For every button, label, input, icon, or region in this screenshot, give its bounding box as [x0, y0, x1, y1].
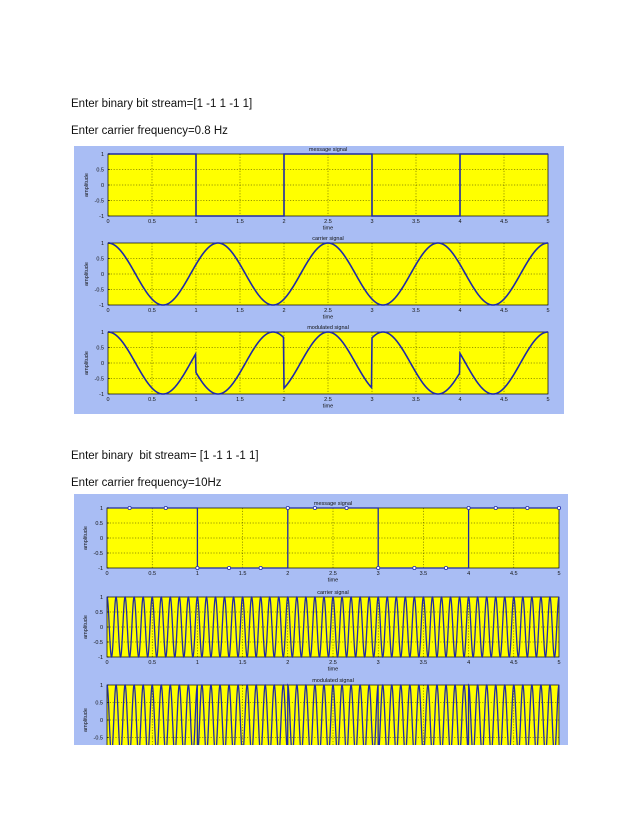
- x-tick-label: 1: [194, 397, 198, 403]
- y-axis-label: amplitude: [84, 351, 90, 375]
- y-tick-label: 1: [99, 506, 103, 512]
- x-tick-label: 3: [370, 397, 374, 403]
- y-axis-label: amplitude: [83, 615, 89, 639]
- x-tick-label: 1.5: [236, 397, 244, 403]
- x-tick-label: 4.5: [500, 219, 508, 225]
- y-tick-label: 1: [100, 152, 104, 158]
- y-tick-label: 0: [100, 183, 104, 189]
- y-tick-label: 0.5: [96, 345, 104, 352]
- y-tick-label: 0: [99, 536, 103, 542]
- x-tick-label: 2.5: [324, 219, 332, 225]
- y-tick-label: -0.5: [93, 551, 103, 557]
- subplot-carrier: [84, 236, 550, 321]
- x-tick-label: 2.5: [329, 660, 337, 666]
- y-tick-label: 0.5: [95, 700, 103, 707]
- x-tick-label: 0: [106, 397, 110, 403]
- x-tick-label: 1.5: [236, 308, 244, 314]
- x-tick-label: 5: [546, 308, 550, 314]
- x-tick-label: 2: [286, 571, 290, 577]
- y-tick-label: 1: [99, 683, 103, 689]
- x-tick-label: 3.5: [419, 571, 428, 577]
- y-axis-label: amplitude: [83, 708, 89, 732]
- sample-marker: [494, 506, 497, 509]
- x-tick-label: 2: [286, 660, 290, 666]
- y-tick-label: -1: [99, 214, 104, 220]
- y-tick-label: 1: [99, 595, 103, 601]
- x-tick-label: 1: [195, 660, 199, 666]
- y-axis-label: amplitude: [84, 173, 90, 197]
- figure-0.8hz-plot: [74, 146, 564, 414]
- x-tick-label: 3.5: [419, 660, 428, 666]
- y-tick-label: 1: [100, 241, 104, 247]
- subplot-message: [84, 147, 550, 232]
- subplot-title: modulated signal: [307, 325, 349, 331]
- x-tick-label: 4: [458, 219, 462, 225]
- sample-marker: [286, 506, 289, 509]
- sample-marker: [128, 506, 131, 509]
- x-tick-label: 4.5: [500, 397, 508, 403]
- x-tick-label: 2.5: [329, 571, 337, 577]
- sample-marker: [444, 566, 447, 569]
- x-tick-label: 0.5: [148, 219, 156, 225]
- sample-marker: [227, 566, 230, 569]
- x-tick-label: 4: [467, 571, 471, 577]
- x-tick-label: 3: [376, 660, 380, 666]
- sample-marker: [526, 506, 529, 509]
- x-tick-label: 5: [546, 397, 550, 403]
- x-tick-label: 2.5: [324, 397, 332, 403]
- sample-marker: [164, 506, 167, 509]
- y-tick-label: -0.5: [94, 287, 104, 294]
- y-tick-label: -0.5: [94, 198, 104, 205]
- text-line-bitstream-2: Enter binary bit stream= [1 -1 1 -1 1]: [71, 450, 259, 462]
- sample-marker: [557, 506, 560, 509]
- subplot-title: message signal: [313, 501, 353, 507]
- y-tick-label: -0.5: [93, 735, 103, 742]
- sample-marker: [413, 566, 416, 569]
- sample-marker: [377, 566, 380, 569]
- x-tick-label: 0: [106, 308, 110, 314]
- sample-marker: [467, 506, 470, 509]
- x-tick-label: 3.5: [412, 308, 420, 314]
- x-tick-label: 0.5: [148, 571, 157, 577]
- x-axis-label: time: [322, 403, 334, 410]
- x-tick-label: 0: [105, 571, 109, 577]
- y-tick-label: -1: [99, 303, 104, 309]
- x-tick-label: 3.5: [412, 397, 420, 403]
- x-tick-label: 0.5: [148, 308, 156, 314]
- y-tick-label: 0: [99, 625, 103, 631]
- y-tick-label: 0: [99, 718, 103, 724]
- x-tick-label: 1: [194, 308, 198, 314]
- x-axis-label: time: [327, 577, 339, 584]
- x-tick-label: 4: [458, 397, 462, 403]
- x-tick-label: 2.5: [324, 308, 332, 314]
- x-tick-label: 3: [370, 219, 374, 225]
- subplot-message: [83, 501, 561, 584]
- x-tick-label: 2: [282, 308, 286, 314]
- x-tick-label: 5: [557, 571, 561, 577]
- x-tick-label: 4.5: [500, 308, 508, 314]
- x-tick-label: 0: [106, 219, 110, 225]
- y-tick-label: -1: [98, 566, 103, 572]
- x-tick-label: 0.5: [148, 660, 157, 666]
- x-tick-label: 3.5: [412, 219, 420, 225]
- y-tick-label: -0.5: [94, 376, 104, 383]
- x-axis-label: time: [322, 314, 334, 321]
- x-tick-label: 1.5: [238, 571, 247, 577]
- sample-marker: [259, 566, 262, 569]
- figure-10hz: [74, 494, 568, 745]
- x-tick-label: 3: [370, 308, 374, 314]
- y-tick-label: 0.5: [95, 610, 103, 616]
- y-tick-label: 0.5: [95, 521, 103, 527]
- subplot-title: carrier signal: [317, 590, 349, 596]
- sample-marker: [196, 566, 199, 569]
- x-tick-label: 4: [458, 308, 462, 314]
- text-line-bitstream-1: Enter binary bit stream=[1 -1 1 -1 1]: [71, 98, 253, 110]
- subplot-title: modulated signal: [312, 678, 354, 684]
- text-line-frequency-2: Enter carrier frequency=10Hz: [71, 477, 222, 489]
- x-tick-label: 4.5: [509, 571, 518, 577]
- x-tick-label: 1: [194, 219, 198, 225]
- x-axis-label: time: [327, 666, 339, 673]
- x-tick-label: 0: [105, 660, 109, 666]
- figure-0.8hz: [74, 146, 564, 414]
- subplot-modulated: [84, 325, 550, 410]
- figure-10hz-plot: [74, 494, 568, 745]
- x-tick-label: 3: [376, 571, 380, 577]
- subplot-modulated: [83, 678, 559, 745]
- x-tick-label: 1: [195, 571, 199, 577]
- x-tick-label: 4.5: [509, 660, 518, 666]
- x-tick-label: 4: [467, 660, 471, 666]
- y-tick-label: -1: [98, 655, 103, 661]
- x-tick-label: 2: [282, 397, 286, 403]
- x-tick-label: 1.5: [238, 660, 247, 666]
- text-line-frequency-1: Enter carrier frequency=0.8 Hz: [71, 125, 228, 137]
- y-tick-label: 0.5: [96, 167, 104, 174]
- x-tick-label: 2: [282, 219, 286, 225]
- y-axis-label: amplitude: [83, 526, 89, 550]
- subplot-title: message signal: [308, 147, 348, 153]
- y-tick-label: -0.5: [93, 640, 103, 646]
- x-tick-label: 5: [546, 219, 550, 225]
- x-tick-label: 0.5: [148, 397, 156, 403]
- x-axis-label: time: [322, 225, 334, 232]
- y-axis-label: amplitude: [84, 262, 90, 286]
- subplot-carrier: [83, 590, 561, 673]
- y-tick-label: 0: [100, 272, 104, 278]
- x-tick-label: 1.5: [236, 219, 244, 225]
- subplot-title: carrier signal: [312, 236, 344, 242]
- y-tick-label: -1: [99, 392, 104, 398]
- y-tick-label: 0: [100, 361, 104, 367]
- y-tick-label: 0.5: [96, 256, 104, 263]
- y-tick-label: 1: [100, 330, 104, 336]
- x-tick-label: 5: [557, 660, 561, 666]
